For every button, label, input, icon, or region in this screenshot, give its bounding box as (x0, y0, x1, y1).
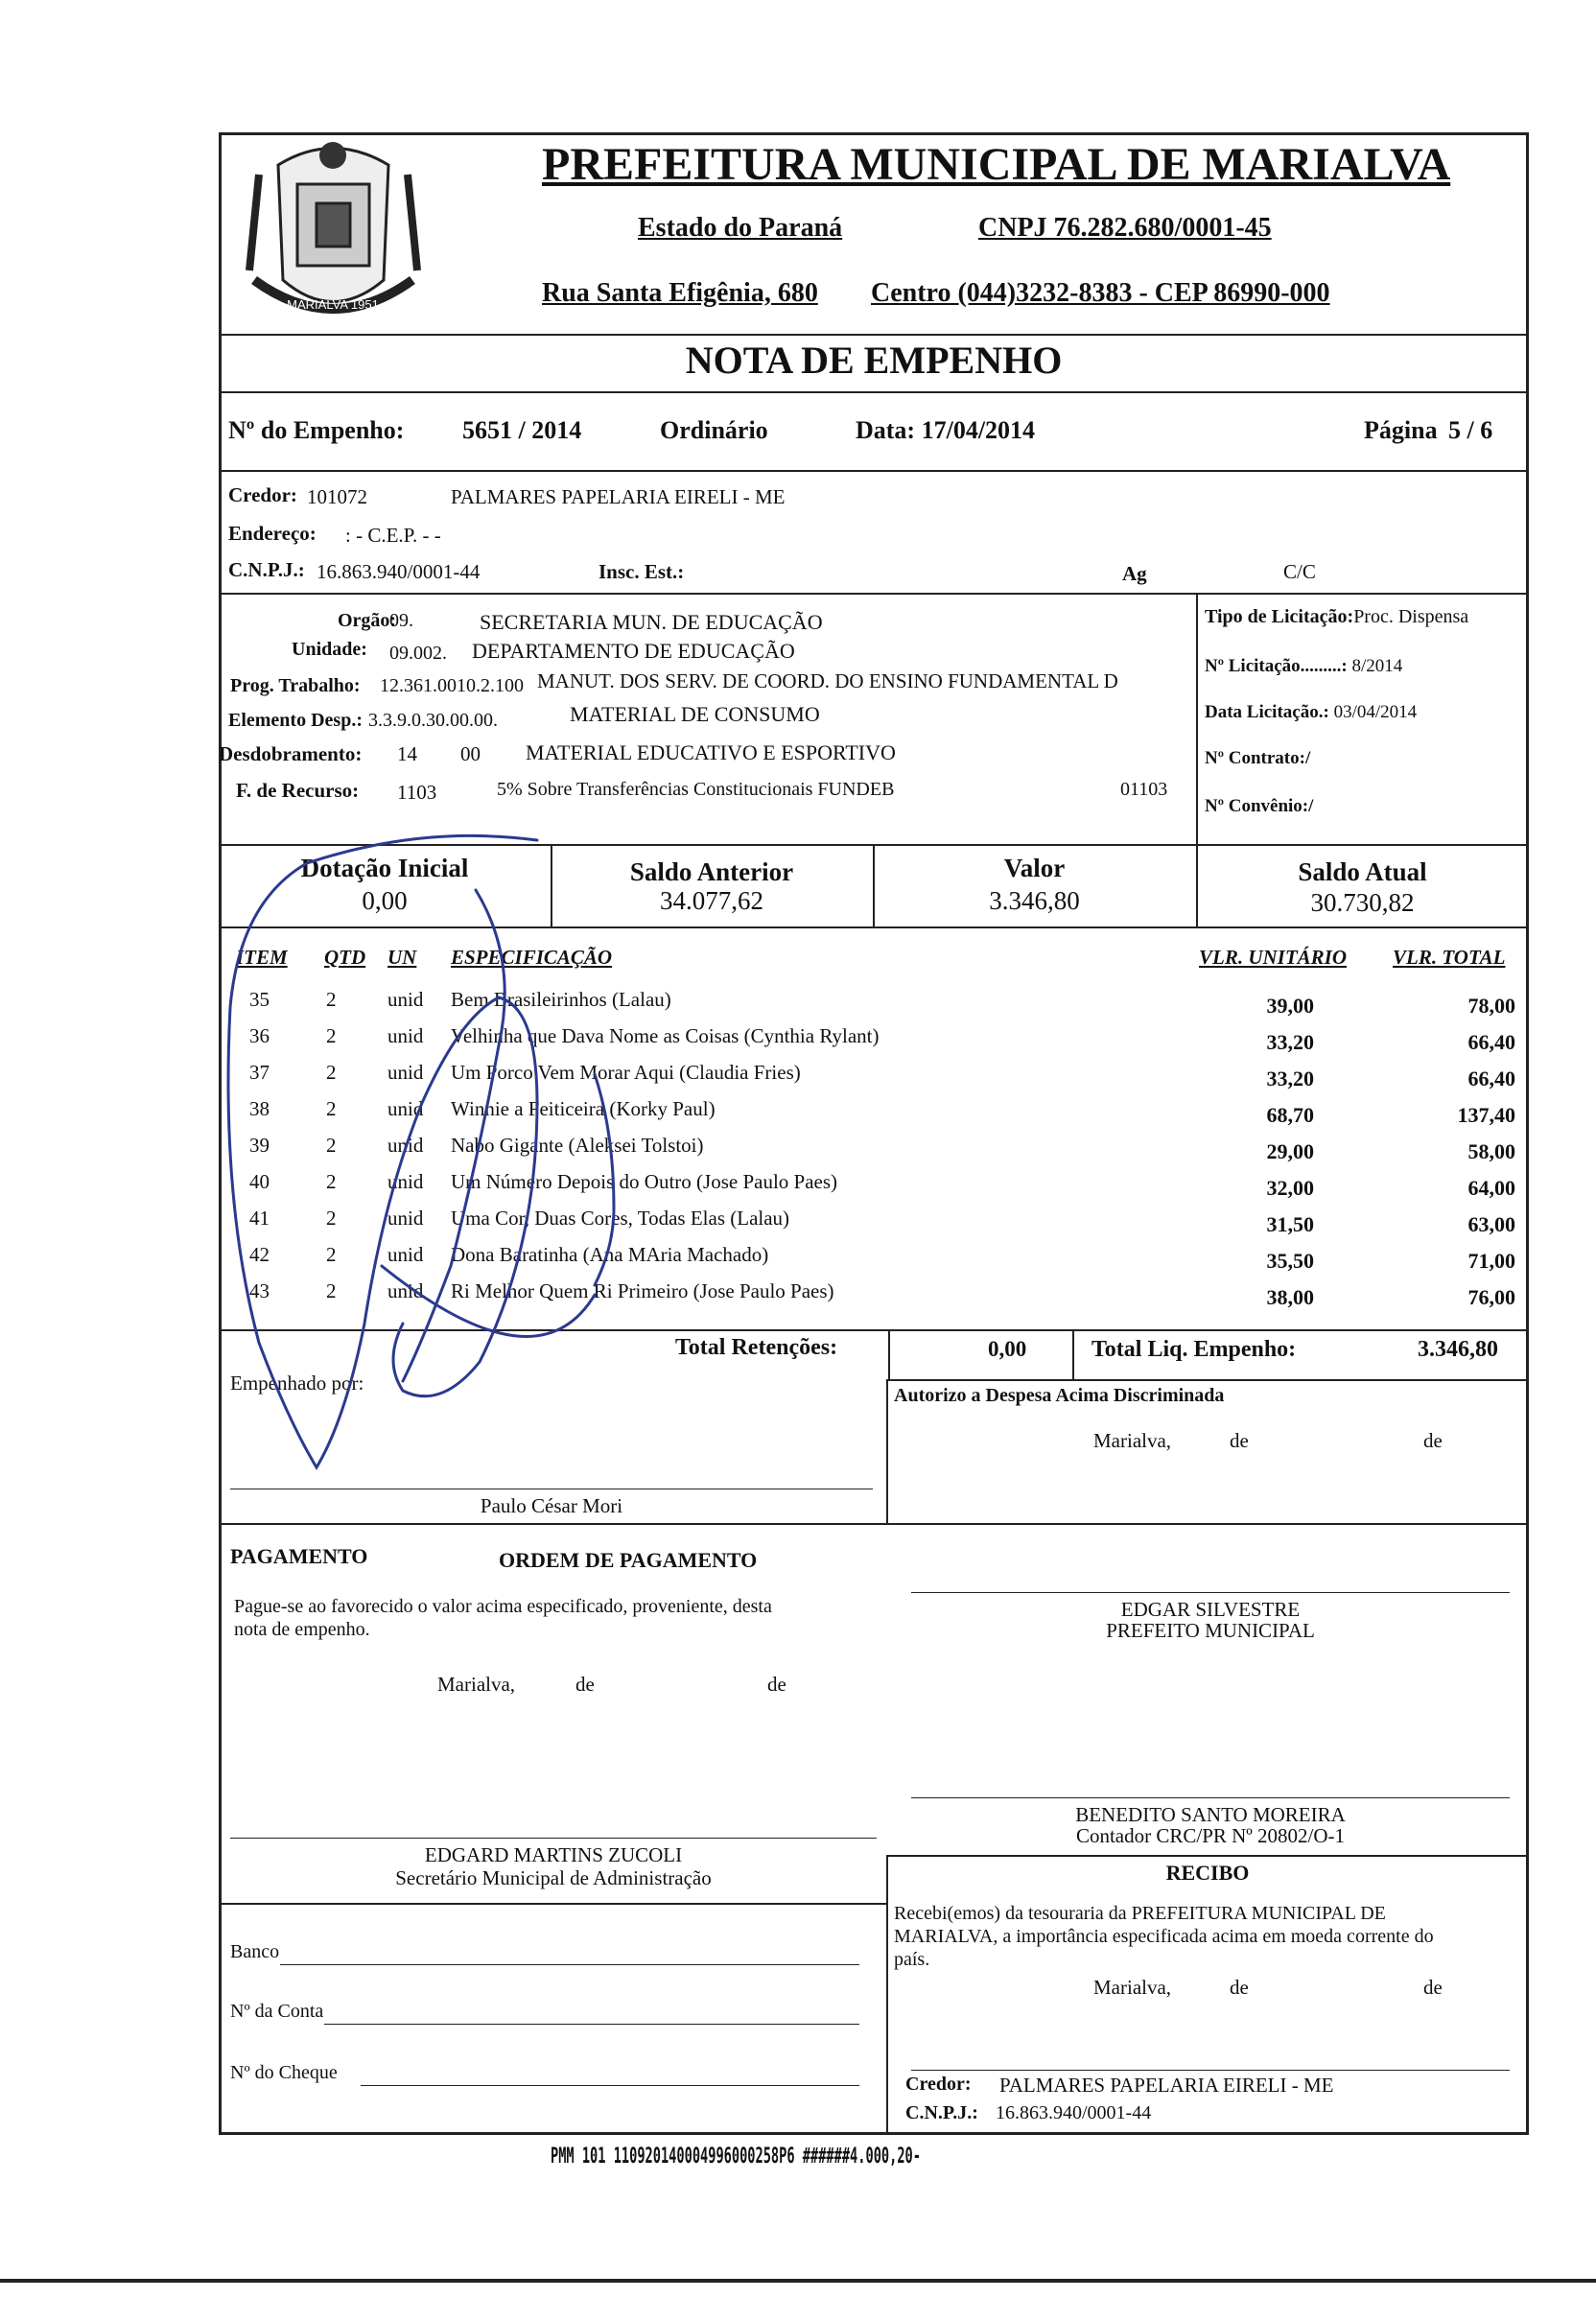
licitacao-number: 8/2014 (1351, 656, 1403, 676)
col-header-item: ITEM (236, 946, 288, 969)
divider (219, 470, 1529, 472)
licitacao-type: Proc. Dispensa (1353, 606, 1469, 627)
cell-spec: Um Número Depois do Outro (Jose Paulo Paes) (451, 1170, 838, 1193)
cell-qtd: 2 (326, 1061, 337, 1084)
divider (886, 1379, 888, 1523)
divider (219, 593, 1529, 595)
cnpj-label: C.N.P.J.: (228, 558, 305, 581)
recurso-label: F. de Recurso: (236, 779, 360, 802)
autorizo-de2: de (1423, 1429, 1443, 1452)
empenho-number: 5651 / 2014 (462, 416, 582, 444)
saldo-anterior-value: 34.077,62 (660, 886, 763, 915)
cell-total: 71,00 (1467, 1249, 1515, 1273)
cell-qtd: 2 (326, 1243, 337, 1266)
cell-un: unid (387, 1243, 424, 1266)
header-street: Rua Santa Efigênia, 680 (542, 278, 818, 308)
cell-qtd: 2 (326, 1134, 337, 1157)
cell-item: 36 (249, 1024, 270, 1047)
recibo-text-2: MARIALVA, a importância especificada acima em moeda corrente do (894, 1926, 1434, 1947)
conta-line (324, 2024, 859, 2025)
address-value: : - C.E.P. - - (345, 524, 441, 547)
cell-total: 58,00 (1467, 1139, 1515, 1163)
prog-label: Prog. Trabalho: (230, 675, 361, 696)
recibo-cnpj-label: C.N.P.J.: (905, 2102, 978, 2123)
cell-unit-price: 39,00 (1266, 994, 1314, 1018)
col-header-total: VLR. TOTAL (1393, 946, 1506, 969)
cell-qtd: 2 (326, 1097, 337, 1120)
divider (888, 1379, 1529, 1381)
elemento-label: Elemento Desp.: (228, 710, 363, 731)
cell-spec: Winnie a Feiticeira (Korky Paul) (451, 1097, 716, 1120)
document-footer-code: PMM 101 110920140004996000258P6 ######4.000,20- (551, 2145, 921, 2169)
cc-label: C/C (1283, 560, 1316, 583)
document-title: NOTA DE EMPENHO (685, 339, 1063, 382)
recurso-code: 1103 (397, 781, 437, 804)
divider (219, 1903, 886, 1905)
signature-line (230, 1838, 877, 1839)
saldo-atual-label: Saldo Atual (1298, 857, 1427, 886)
secretario-title: Secretário Municipal de Administração (395, 1866, 712, 1889)
col-header-qtd: QTD (324, 946, 366, 969)
cell-spec: Nabo Gigante (Aleksei Tolstoi) (451, 1134, 704, 1157)
secretario-name: EDGARD MARTINS ZUCOLI (424, 1843, 683, 1866)
pagamento-city: Marialva, (437, 1673, 516, 1696)
cell-item: 41 (249, 1207, 270, 1230)
empenhado-por-label: Empenhado por: (230, 1372, 364, 1395)
col-header-unit-price: VLR. UNITÁRIO (1199, 946, 1348, 969)
pagamento-de2: de (767, 1673, 786, 1696)
cell-unit-price: 31,50 (1266, 1212, 1314, 1236)
cheque-label: Nº do Cheque (230, 2062, 338, 2083)
header-district-phone-cep: Centro (044)3232-8383 - CEP 86990-000 (871, 278, 1330, 308)
desdobramento-label: Desdobramento: (219, 742, 363, 765)
retencoes-label: Total Retenções: (675, 1335, 838, 1360)
recibo-text-3: país. (894, 1949, 930, 1970)
cell-qtd: 2 (326, 1279, 337, 1302)
autorizo-de1: de (1230, 1429, 1249, 1452)
svg-text:MARIALVA 1951: MARIALVA 1951 (287, 297, 379, 312)
divider (219, 1523, 1529, 1525)
cell-spec: Bem Brasileirinhos (Lalau) (451, 988, 671, 1011)
cell-spec: Ri Melhor Quem Ri Primeiro (Jose Paulo Paes) (451, 1279, 834, 1302)
pague-se-text: Pague-se ao favorecido o valor acima especificado, proveniente, desta (234, 1596, 772, 1617)
desdobramento-name: MATERIAL EDUCATIVO E ESPORTIVO (526, 740, 896, 764)
saldo-anterior-label: Saldo Anterior (629, 857, 794, 886)
cell-un: unid (387, 988, 424, 1011)
prog-code: 12.361.0010.2.100 (380, 675, 524, 696)
creditor-cnpj: 16.863.940/0001-44 (317, 560, 481, 583)
cell-item: 40 (249, 1170, 270, 1193)
recibo-title: RECIBO (1165, 1861, 1250, 1885)
cell-unit-price: 68,70 (1266, 1103, 1314, 1127)
elemento-code: 3.3.9.0.30.00.00. (368, 710, 498, 731)
licitacao-date: 03/04/2014 (1333, 702, 1418, 722)
cell-item: 39 (249, 1134, 270, 1157)
liquido-value: 3.346,80 (1418, 1337, 1498, 1362)
licitacao-type-label: Tipo de Licitação: (1205, 606, 1354, 627)
cell-un: unid (387, 1279, 424, 1302)
elemento-name: MATERIAL DE CONSUMO (570, 702, 820, 726)
pagamento-de1: de (575, 1673, 595, 1696)
recurso-name: 5% Sobre Transferências Constitucionais FUNDEB (497, 779, 895, 800)
valor-value: 3.346,80 (989, 886, 1080, 915)
divider (219, 391, 1529, 393)
retencoes-value: 0,00 (988, 1337, 1027, 1361)
creditor-code: 101072 (307, 485, 367, 508)
cell-total: 78,00 (1467, 994, 1515, 1018)
orgao-name: SECRETARIA MUN. DE EDUCAÇÃO (480, 610, 823, 634)
cell-qtd: 2 (326, 1207, 337, 1230)
cell-un: unid (387, 1097, 424, 1120)
cell-un: unid (387, 1207, 424, 1230)
signature-line (911, 1592, 1510, 1593)
divider (219, 926, 1529, 928)
contador-title: Contador CRC/PR Nº 20802/O-1 (1075, 1824, 1346, 1847)
cell-spec: Um Porco Vem Morar Aqui (Claudia Fries) (451, 1061, 801, 1084)
cell-qtd: 2 (326, 988, 337, 1011)
divider (1196, 593, 1198, 844)
cell-un: unid (387, 1170, 424, 1193)
signature-line (911, 1797, 1510, 1798)
unidade-code: 09.002. (389, 643, 447, 664)
cell-un: unid (387, 1061, 424, 1084)
recibo-cnpj: 16.863.940/0001-44 (996, 2102, 1152, 2123)
recibo-credor-label: Credor: (905, 2074, 972, 2095)
creditor-name: PALMARES PAPELARIA EIRELI - ME (451, 485, 786, 508)
page-label: Página (1364, 416, 1438, 444)
header-cnpj: CNPJ 76.282.680/0001-45 (978, 213, 1272, 243)
divider (219, 334, 1529, 336)
cell-spec: Uma Cor, Duas Cores, Todas Elas (Lalau) (451, 1207, 790, 1230)
cell-unit-price: 35,50 (1266, 1249, 1314, 1273)
cell-total: 64,00 (1467, 1176, 1515, 1200)
page-number: 5 / 6 (1448, 416, 1493, 444)
banco-label: Banco (230, 1941, 280, 1962)
creditor-label: Credor: (228, 483, 297, 506)
cell-unit-price: 29,00 (1266, 1139, 1314, 1163)
pagamento-label: PAGAMENTO (230, 1544, 368, 1568)
licitacao-date-label: Data Licitação.: (1205, 702, 1329, 722)
recibo-de1: de (1230, 1976, 1249, 1999)
cell-qtd: 2 (326, 1170, 337, 1193)
convenio-label: Nº Convênio:/ (1205, 796, 1314, 816)
desdobramento-code2: 00 (460, 742, 481, 765)
cell-un: unid (387, 1024, 424, 1047)
divider (886, 1855, 1529, 1857)
licitacao-number-label: Nº Licitação.........: (1205, 656, 1348, 676)
cell-item: 35 (249, 988, 270, 1011)
dotacao-value: 0,00 (362, 886, 408, 915)
recibo-text-1: Recebi(emos) da tesouraria da PREFEITURA MUNICIPAL DE (894, 1903, 1386, 1924)
unidade-label: Unidade: (292, 639, 367, 660)
recibo-de2: de (1423, 1976, 1443, 1999)
cell-spec: Velhinha que Dava Nome as Coisas (Cynthia Rylant) (451, 1024, 880, 1047)
cell-total: 66,40 (1467, 1067, 1515, 1090)
cell-qtd: 2 (326, 1024, 337, 1047)
recibo-credor-name: PALMARES PAPELARIA EIRELI - ME (999, 2074, 1334, 2097)
cell-item: 37 (249, 1061, 270, 1084)
empenho-date: Data: 17/04/2014 (856, 416, 1036, 444)
divider (219, 1329, 1529, 1331)
cell-total: 137,40 (1457, 1103, 1515, 1127)
liquido-label: Total Liq. Empenho: (1091, 1337, 1297, 1362)
cell-total: 63,00 (1467, 1212, 1515, 1236)
banco-line (280, 1964, 859, 1965)
dotacao-label: Dotação Inicial (300, 854, 469, 882)
recurso-code2: 01103 (1120, 779, 1168, 800)
autorizo-label: Autorizo a Despesa Acima Discriminada (894, 1385, 1225, 1406)
pague-se-text-2: nota de empenho. (234, 1619, 370, 1640)
empenho-number-label: Nº do Empenho: (228, 416, 405, 444)
cell-unit-price: 38,00 (1266, 1285, 1314, 1309)
cell-un: unid (387, 1134, 424, 1157)
cheque-line (361, 2085, 859, 2086)
contrato-label: Nº Contrato:/ (1205, 748, 1311, 768)
divider (1072, 1329, 1074, 1379)
col-header-un: UN (387, 946, 417, 969)
cell-item: 38 (249, 1097, 270, 1120)
cell-total: 66,40 (1467, 1030, 1515, 1054)
ag-label: Ag (1122, 562, 1147, 585)
cell-unit-price: 33,20 (1266, 1067, 1314, 1090)
prog-name: MANUT. DOS SERV. DE COORD. DO ENSINO FUNDAMENTAL D (537, 669, 1118, 692)
desdobramento-code1: 14 (397, 742, 417, 765)
divider (886, 1855, 888, 2135)
prefeito-title: PREFEITO MUNICIPAL (1106, 1619, 1315, 1642)
cell-spec: Dona Baratinha (Ana MAria Machado) (451, 1243, 769, 1266)
orgao-code: 09. (389, 610, 413, 631)
header-title: PREFEITURA MUNICIPAL DE MARIALVA (542, 139, 1451, 190)
autorizo-city: Marialva, (1093, 1429, 1172, 1452)
contador-name: BENEDITO SANTO MOREIRA (1075, 1803, 1346, 1826)
prefeito-name: EDGAR SILVESTRE (1120, 1598, 1301, 1621)
divider (888, 1329, 890, 1379)
saldo-atual-value: 30.730,82 (1310, 888, 1415, 917)
cell-unit-price: 32,00 (1266, 1176, 1314, 1200)
cell-item: 42 (249, 1243, 270, 1266)
conta-label: Nº da Conta (230, 2001, 324, 2022)
cell-item: 43 (249, 1279, 270, 1302)
address-label: Endereço: (228, 522, 317, 545)
signature-line (911, 2070, 1510, 2071)
empenhado-name: Paulo César Mori (480, 1494, 623, 1517)
recibo-city: Marialva, (1093, 1976, 1172, 1999)
cell-unit-price: 33,20 (1266, 1030, 1314, 1054)
col-header-spec: ESPECIFICAÇÃO (451, 946, 613, 969)
unidade-name: DEPARTAMENTO DE EDUCAÇÃO (472, 639, 795, 663)
city-coat-of-arms (240, 136, 427, 340)
ordem-pagamento-label: ORDEM DE PAGAMENTO (499, 1548, 758, 1572)
insc-est-label: Insc. Est.: (598, 560, 685, 583)
cell-total: 76,00 (1467, 1285, 1515, 1309)
orgao-label: Orgão: (338, 610, 397, 631)
page-edge (0, 2279, 1596, 2283)
header-state: Estado do Paraná (638, 213, 843, 243)
valor-label: Valor (1003, 854, 1066, 882)
empenho-type: Ordinário (660, 416, 768, 444)
